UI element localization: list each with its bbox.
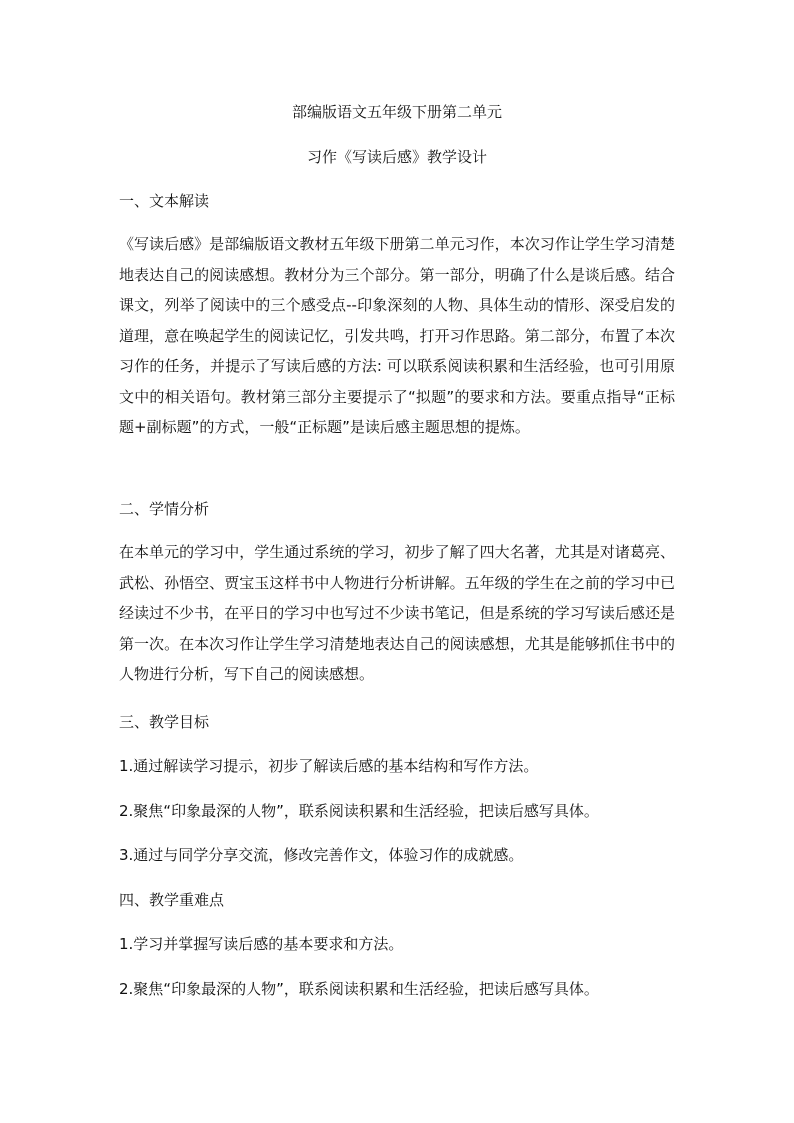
- section-heading-text-interpretation: 一、文本解读: [119, 192, 210, 210]
- section-heading-learning-analysis: 二、学情分析: [119, 500, 210, 518]
- section-heading-key-difficulties: 四、教学重难点: [119, 891, 225, 909]
- key-difficulty-item-2: 2.聚焦“印象最深的人物”，联系阅读积累和生活经验，把读后感写具体。: [119, 980, 599, 998]
- document-title-line-2: 习作《写读后感》教学设计: [306, 148, 487, 166]
- section-paragraph-learning-analysis: 在本单元的学习中，学生通过系统的学习，初步了解了四大名著，尤其是对诸葛亮、武松、孙悟空、贾宝玉这样书中人物进行分析讲解。五年级的学生在之前的学习中已经读过不少书，在平日的学习中也写过不少读书笔记，但是系统的学习写读后感还是第一次。在本次习作让学生学习清楚地表达自己的阅读感想，尤其是能够抓住书中的人物进行分析，写下自己的阅读感想。: [119, 543, 675, 683]
- teaching-goal-item-3: 3.通过与同学分享交流，修改完善作文，体验习作的成就感。: [119, 846, 524, 864]
- section-heading-teaching-goals: 三、教学目标: [119, 713, 210, 731]
- key-difficulty-item-1: 1.学习并掌握写读后感的基本要求和方法。: [119, 935, 404, 953]
- document-title-line-1: 部编版语文五年级下册第二单元: [291, 103, 502, 121]
- teaching-goal-item-1: 1.通过解读学习提示，初步了解读后感的基本结构和写作方法。: [119, 757, 539, 775]
- teaching-goal-item-2: 2.聚焦“印象最深的人物”，联系阅读积累和生活经验，把读后感写具体。: [119, 802, 599, 820]
- section-paragraph-text-interpretation: 《写读后感》是部编版语文教材五年级下册第二单元习作，本次习作让学生学习清楚地表达自己的阅读感想。教材分为三个部分。第一部分，明确了什么是谈后感。结合课文，列举了阅读中的三个感受点--印象深刻的人物、具体生动的情形、深受启发的道理，意在唤起学生的阅读记忆，引发共鸣，打开习作思路。第二部分，布置了本次习作的任务，并提示了写读后感的方法: 可以联系阅读积累和生活经验，也可引用原文中的相关语句。教材第三部分主要提示了“拟题”的要求和方法。要重点指导“正标题+副标题”的方式，一般“正标题”是读后感主题思想的提炼。: [119, 235, 675, 436]
